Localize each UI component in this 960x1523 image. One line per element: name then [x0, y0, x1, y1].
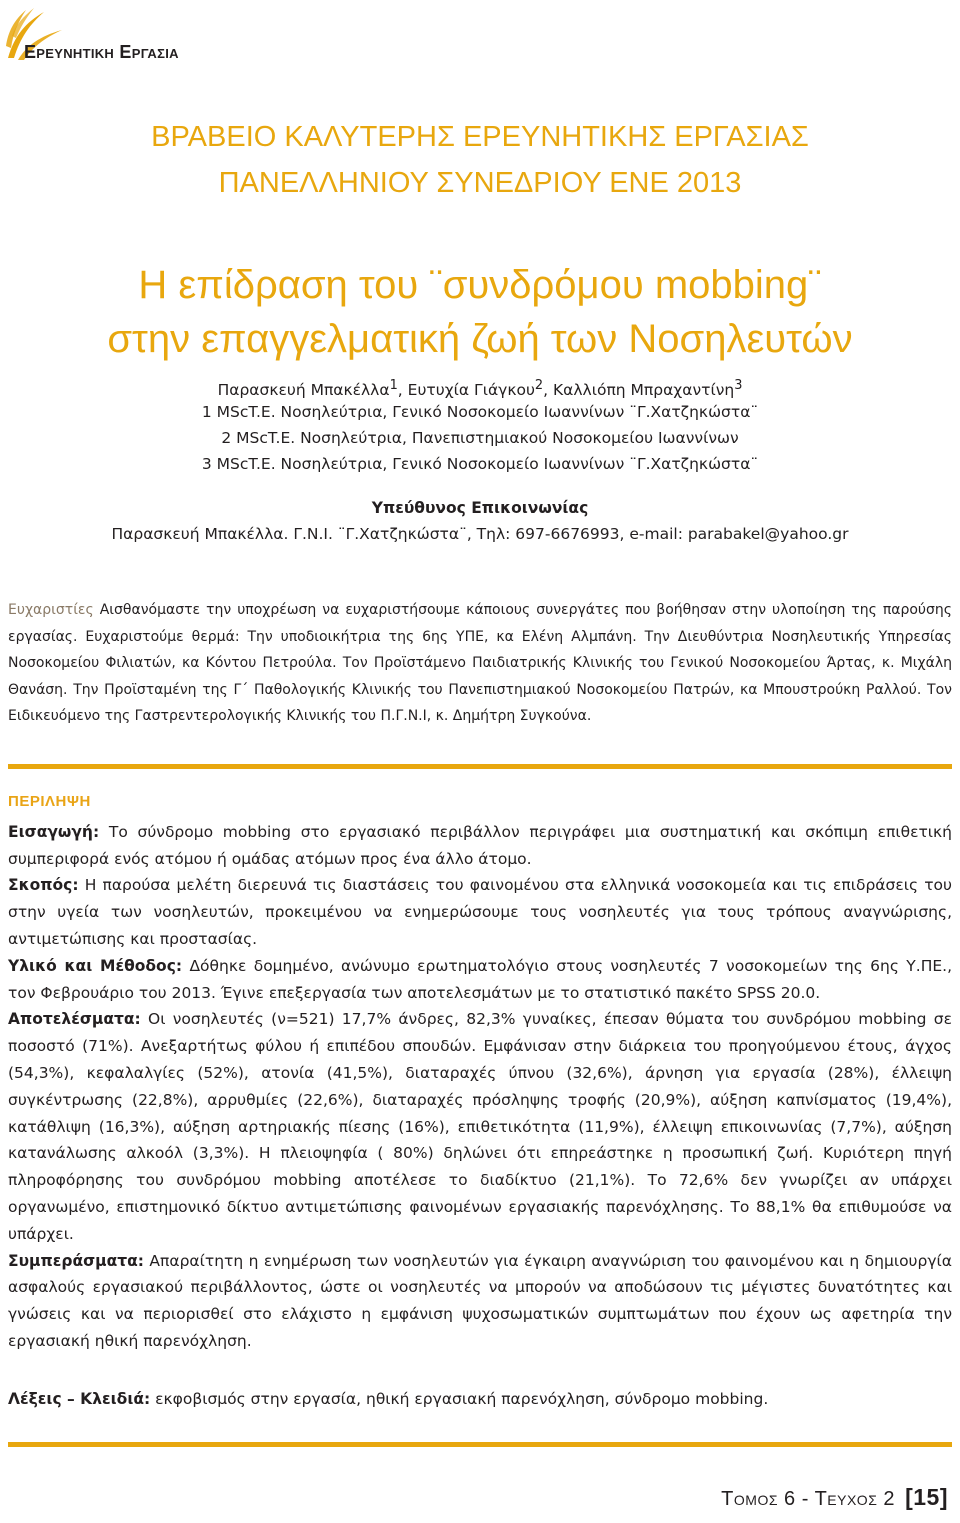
acknowledgements: [8, 597, 952, 730]
abstract-results: Αποτελέσματα: Οι νοσηλευτές (ν=521) 17,7% άνδρες, 82,3% γυναίκες, έπεσαν θύματα του συνδρόμου mobbing σε ποσοστό (71%). Ανεξαρτήτως φύλου ή επιπέδου σπουδών. Εμφάνισαν στην διάρκεια του προηγούμενου έτους, άγχος (54,3%), κεφαλαλγίες (52%), ατονία (41,5%), διαταραχές ύπνου (32,6%), άρνηση για εργασία (28%), έλλειψη συγκέντρωσης (22,8%), αρρυθμίες (22,6%), διαταραχές πρόσληψης τροφής (20,9%), αύξηση καπνίσματος (19,4%), κατάθλιψη (16,3%), αύξηση αρτηριακής πίεσης (16%), επιθετικότητα (11,9%), έλλειψη επικοινωνίας (7,7%), αύξηση κατανάλωσης αλκοόλ (3,3%). Η πλειοψηφία ( 80%) δηλώνει ότι επηρεάστηκε η προσωπική ζωή. Κυριότερη πηγή πληροφόρησης του συνδρόμου mobbing αποτέλεσε το διαδίκτυο (21,1%). Το 72,6% δεν γνωρίζει αν υπάρχει οργανωμένο, επιστημονικό δίκτυο αντιμετώπισης φαινομένων εργασιακής παρενόχλησης. Το 88,1% θα επιθυμούσε να υπάρχει.: [8, 1010, 952, 1243]
paper-title: [0, 258, 960, 366]
ack-label: Ευχαριστίες: [8, 602, 94, 618]
affiliation-1: 1 MScT.E. Νοσηλεύτρια, Γενικό Νοσοκομείο Ιωαννίνων ¨Γ.Χατζηκώστα¨: [201, 403, 759, 421]
award-heading: [0, 114, 960, 206]
abstract: [8, 789, 952, 1355]
author-name: Καλλιόπη Μπραχαντίνη: [553, 381, 735, 400]
title-line-2: στην επαγγελματική ζωή των Νοσηλευτών: [107, 317, 853, 361]
page-number: [15]: [905, 1484, 948, 1510]
section-label: Ερευνητικη Εργασια: [24, 42, 179, 62]
author-name: Ευτυχία Γιάγκου: [407, 381, 535, 400]
abstract-method: Υλικό και Μέθοδος: Δόθηκε δομημένο, ανώνυμο ερωτηματολόγιο στους νοσηλευτές 7 νοσοκομείων της 6ης Υ.ΠΕ., τον Φεβρουάριο του 2013. Έγινε επεξεργασία των αποτελεσμάτων με το στατιστικό πακέτο SPSS 20.0.: [8, 956, 953, 1002]
bottom-divider: [8, 1442, 952, 1447]
keywords-label: Λέξεις – Κλειδιά:: [8, 1390, 151, 1408]
abstract-intro: Εισαγωγή: Το σύνδρομο mobbing στο εργασιακό περιβάλλον περιγράφει μια συστηματική και σκόπιμη επιθετική συμπεριφορά ενός ατόμου ή ομάδας ατόμων προς ένα άλλο άτομο.: [8, 822, 952, 868]
title-line-1: Η επίδραση του ¨συνδρόμου mobbing¨: [138, 263, 822, 307]
contact-line: Παρασκευή Μπακέλλα. Γ.Ν.Ι. ¨Γ.Χατζηκώστα¨, Τηλ: 697-6676993, e-mail: parabakel@yahoo.gr: [111, 525, 849, 543]
affiliation-3: 3 MScT.E. Νοσηλεύτρια, Γενικό Νοσοκομείο Ιωαννίνων ¨Γ.Χατζηκώστα¨: [201, 455, 759, 473]
contact-heading: Υπεύθυνος Επικοινωνίας: [371, 499, 589, 517]
keywords-text: εκφοβισμός στην εργασία, ηθική εργασιακή παρενόχληση, σύνδρομο mobbing.: [150, 1390, 769, 1408]
keywords: [8, 1386, 952, 1412]
ack-text: Αισθανόμαστε την υποχρέωση να ευχαριστήσουμε κάποιους συνεργάτες που βοήθησαν στην υλοποίηση της παρούσης εργασίας. Ευχαριστούμε θερμά: Την υποδιοικήτρια της 6ης ΥΠΕ, κα Ελένη Αλμπάνη. Την Διευθύντρια Νοσηλευτικής Υπηρεσίας Νοσοκομείου Φιλιατών, κα Κόντου Πετρούλα. Τον Προϊστάμενο Παιδιατρικής Κλινικής του Γενικού Νοσοκομείου Άρτας, κ. Μιχάλη Θανάση. Την Προϊσταμένη της Γ΄ Παθολογικής Κλινικής του Πανεπιστημιακού Νοσοκομείου Πατρών, κα Μπουστρούκη Ραλλού. Τον Ειδικευόμενο της Γαστρεντερολογικής Κλινικής του Π.Γ.Ν.Ι, κ. Δημήτρη Συγκούνα.: [8, 602, 952, 724]
authors: Παρασκευή Μπακέλλα$^1$, Ευτυχία Γιάγκου$^2$, Καλλιόπη Μπραχαντίνη$^3$: [217, 378, 743, 400]
abstract-aim: Σκοπός: Η παρούσα μελέτη διερευνά τις διαστάσεις του φαινομένου στα ελληνικά νοσοκομεία και τις επιδράσεις του στην υγεία των νοσηλευτών, προκειμένου να ενημερώσουμε τους νοσηλευτές για τους τρόπους αναγνώρισης, αντιμετώπισης και προστασίας.: [8, 876, 952, 948]
award-line-2: ΠΑΝΕΛΛΗΝΙΟΥ ΣΥΝΕΔΡΙΟΥ ΕΝΕ 2013: [218, 167, 742, 199]
page-footer: [721, 1484, 948, 1511]
author-name: Παρασκευή Μπακέλλα: [217, 381, 390, 400]
award-line-1: ΒΡΑΒΕΙΟ ΚΑΛΥΤΕΡΗΣ ΕΡΕΥΝΗΤΙΚΗΣ ΕΡΓΑΣΙΑΣ: [151, 121, 809, 153]
issue-label: Τομος 6 - Τευχος 2: [721, 1488, 896, 1510]
abstract-conclusions: Συμπεράσματα: Απαραίτητη η ενημέρωση των νοσηλευτών για έγκαιρη αναγνώριση του φαινομένου και η δημιουργία ασφαλούς εργασιακού περιβάλλοντος, ώστε οι νοσηλευτές να μπορούν να αποδώσουν τις μέγιστες δυνατότητες και γνώσεις και να περιορισθεί στο ελάχιστο η εμφάνιση ψυχοσωματικών συμπτωμάτων που έχουν ως αφετηρία την εργασιακή ηθική παρενόχληση.: [8, 1251, 952, 1350]
top-divider: [8, 764, 952, 769]
abstract-heading: ΠΕΡΙΛΗΨΗ: [8, 793, 91, 810]
affiliation-2: 2 MScT.E. Νοσηλεύτρια, Πανεπιστημιακού Νοσοκομείου Ιωαννίνων: [221, 429, 739, 447]
